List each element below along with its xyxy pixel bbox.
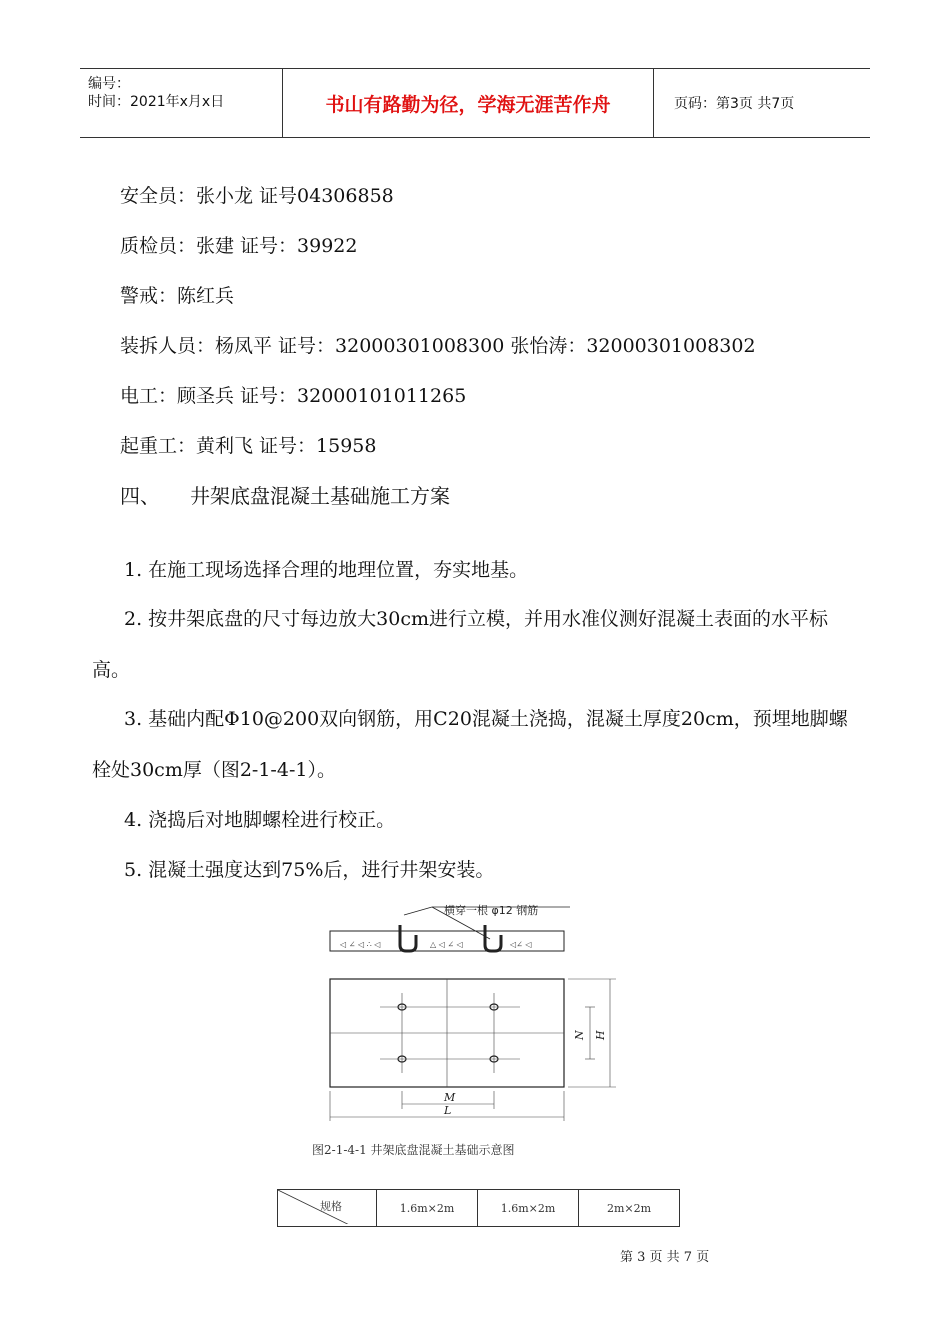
section-number: 四、 <box>120 484 160 508</box>
spec-header-label: 规格 <box>320 1200 342 1213</box>
step-text: 2. 按井架底盘的尺寸每边放大30cm进行立模，并用水准仪测好混凝土表面的水平标高。 <box>92 608 829 681</box>
personnel-line: 电工：顾圣兵 证号：32000101011265 <box>120 385 467 407</box>
page-header <box>80 68 870 138</box>
step-text: 3. 基础内配Φ10@200双向钢筋，用C20混凝土浇捣，混凝土厚度20cm，预埋地脚螺栓处30cm厚（图2-1-4-1）。 <box>92 708 848 781</box>
svg-text:◁ ∠ ◁ ∴ ◁: ◁ ∠ ◁ ∴ ◁ <box>340 940 381 949</box>
personnel-line: 安全员：张小龙 证号04306858 <box>120 185 394 207</box>
table-row <box>278 1190 680 1227</box>
personnel-line: 质检员：张建 证号：39922 <box>120 235 358 257</box>
spec-cell: 2m×2m <box>579 1190 680 1227</box>
step-paragraph <box>92 545 862 596</box>
personnel-line: 起重工：黄利飞 证号：15958 <box>120 435 377 457</box>
page-footer: 第 3 页 共 7 页 <box>620 1250 710 1265</box>
foundation-diagram <box>320 895 630 1145</box>
figure-caption: 图2-1-4-1 井架底盘混凝土基础示意图 <box>312 1143 515 1157</box>
spec-cell: 1.6m×2m <box>478 1190 579 1227</box>
header-motto: 书山有路勤为径，学海无涯苦作舟 <box>283 69 654 137</box>
personnel-line: 装拆人员：杨凤平 证号：32000301008300 张怡涛：32000301008302 <box>120 335 756 357</box>
header-page-info <box>664 69 870 137</box>
serial-label: 编号： <box>88 76 130 92</box>
personnel-line: 警戒：陈红兵 <box>120 285 235 307</box>
label-m: M <box>444 1091 456 1104</box>
spec-header-cell <box>278 1190 377 1227</box>
step-paragraph <box>92 594 862 696</box>
time-label: 时间：2021年x月x日 <box>88 94 225 110</box>
step-text: 1. 在施工现场选择合理的地理位置，夯实地基。 <box>124 559 529 581</box>
step-paragraph <box>92 845 862 896</box>
section-title: 井架底盘混凝土基础施工方案 <box>190 484 450 508</box>
spec-cell: 1.6m×2m <box>377 1190 478 1227</box>
svg-text:◁∠ ◁: ◁∠ ◁ <box>510 940 532 949</box>
step-text: 4. 浇捣后对地脚螺栓进行校正。 <box>124 809 396 831</box>
label-l: L <box>444 1104 452 1117</box>
step-text: 5. 混凝土强度达到75%后，进行井架安装。 <box>124 859 495 881</box>
step-paragraph <box>92 694 862 796</box>
anchor-bolt-left <box>400 925 416 951</box>
section-heading <box>120 480 450 509</box>
foundation-diagram-svg <box>320 895 630 1145</box>
header-meta-cell <box>80 69 283 137</box>
step-paragraph <box>92 795 862 846</box>
spec-table <box>277 1189 680 1227</box>
label-n: N <box>573 1030 586 1040</box>
svg-text:△ ◁ ∠ ◁: △ ◁ ∠ ◁ <box>430 940 463 949</box>
rebar-note: 横穿一根 φ12 钢筋 <box>444 904 539 917</box>
label-h: H <box>594 1030 607 1040</box>
page-label: 页码：第3页 共7页 <box>674 96 795 112</box>
